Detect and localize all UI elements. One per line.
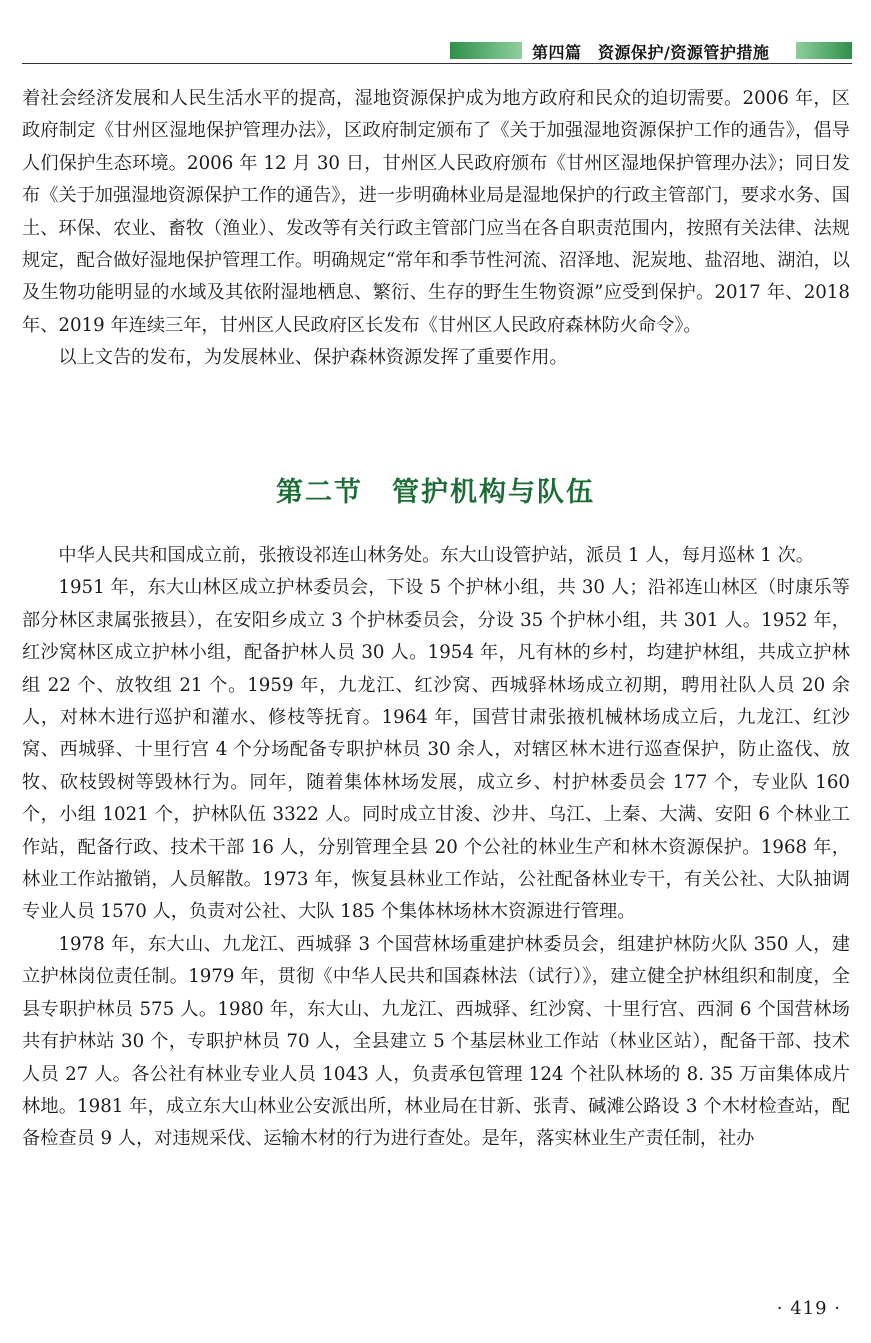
header-title: 第四篇 资源保护/资源管护措施 [532,43,770,62]
page-number: · 419 · [776,1298,841,1319]
header-decor-bar-right [796,42,852,59]
paragraph: 以上文告的发布，为发展林业、保护森林资源发挥了重要作用。 [58,347,568,369]
paragraph: 1978 年，东大山、九龙江、西城驿 3 个国营林场重建护林委员会，组建护林防火队 350 人，建立护林岗位责任制。1979 年，贯彻《中华人民共和国森林法（试行）》，建立健全护林组织和制度，全县专职护林员 575 人。1980 年，东大山、九龙江、西城驿、红沙窝、十里行宫、西洞 6 个国营林场共有护林站 30 个，专职护林员 70 人，全县建立 5 个基层林业工作站（林业区站），配备干部、技术人员 27 人。各公社有林业专业人员 1043 人，负责承包管理 124 个社队林场的 8. 35 万亩集体成片林地。1981 年，成立东大山林业公安派出所，林业局在甘新、张青、碱滩公路设 3 个木材检查站，配备检查员 9 人，对违规采伐、运输木材的行为进行查处。是年，落实林业生产责任制，社办 [22,933,850,1150]
body-text-top [22,83,850,375]
paragraph: 着社会经济发展和人民生活水平的提高，湿地资源保护成为地方政府和民众的迫切需要。2006 年，区政府制定《甘州区湿地保护管理办法》，区政府制定颁布了《关于加强湿地资源保护工作的通告》，倡导人们保护生态环境。2006 年 12 月 30 日，甘州区人民政府颁布《甘州区湿地保护管理办法》；同日发布《关于加强湿地资源保护工作的通告》，进一步明确林业局是湿地保护的行政主管部门，要求水务、国土、环保、农业、畜牧（渔业）、发改等有关行政主管部门应当在各自职责范围内，按照有关法律、法规规定，配合做好湿地保护管理工作。明确规定“常年和季节性河流、沼泽地、泥炭地、盐沼地、湖泊，以及生物功能明显的水域及其依附湿地栖息、繁衍、生存的野生生物资源”应受到保护。2017 年、2018 年、2019 年连续三年，甘州区人民政府区长发布《甘州区人民政府森林防火命令》。 [22,88,850,336]
paragraph: 中华人民共和国成立前，张掖设祁连山林务处。东大山设管护站，派员 1 人，每月巡林 1 次。 [58,545,814,566]
body-text-bottom [22,540,850,1156]
header-rule [22,63,852,64]
paragraph: 1951 年，东大山林区成立护林委员会，下设 5 个护林小组，共 30 人；沿祁连山林区（时康乐等部分林区隶属张掖县），在安阳乡成立 3 个护林委员会，分设 35 个护林小组，共 301 人。1952 年，红沙窝林区成立护林小组，配备护林人员 30 人。1954 年，凡有林的乡村，均建护林组，共成立护林组 22 个、放牧组 21 个。1959 年，九龙江、红沙窝、西城驿林场成立初期，聘用社队人员 20 余人，对林木进行巡护和灌水、修枝等抚育。1964 年，国营甘肃张掖机械林场成立后，九龙江、红沙窝、西城驿、十里行宫 4 个分场配备专职护林员 30 余人，对辖区林木进行巡查保护，防止盗伐、放牧、砍枝毁树等毁林行为。同年，随着集体林场发展，成立乡、村护林委员会 177 个，专业队 160 个，小组 1021 个，护林队伍 3322 人。同时成立甘浚、沙井、乌江、上秦、大满、安阳 6 个林业工作站，配备行政、技术干部 16 人，分别管理全县 20 个公社的林业生产和林木资源保护。1968 年，林业工作站撤销，人员解散。1973 年，恢复县林业工作站，公社配备林业专干，有关公社、大队抽调专业人员 1570 人，负责对公社、大队 185 个集体林场林木资源进行管理。 [22,577,850,923]
section-title: 第二节 管护机构与队伍 [276,477,595,508]
header-decor-bar-left [450,42,522,59]
running-header [22,38,852,64]
